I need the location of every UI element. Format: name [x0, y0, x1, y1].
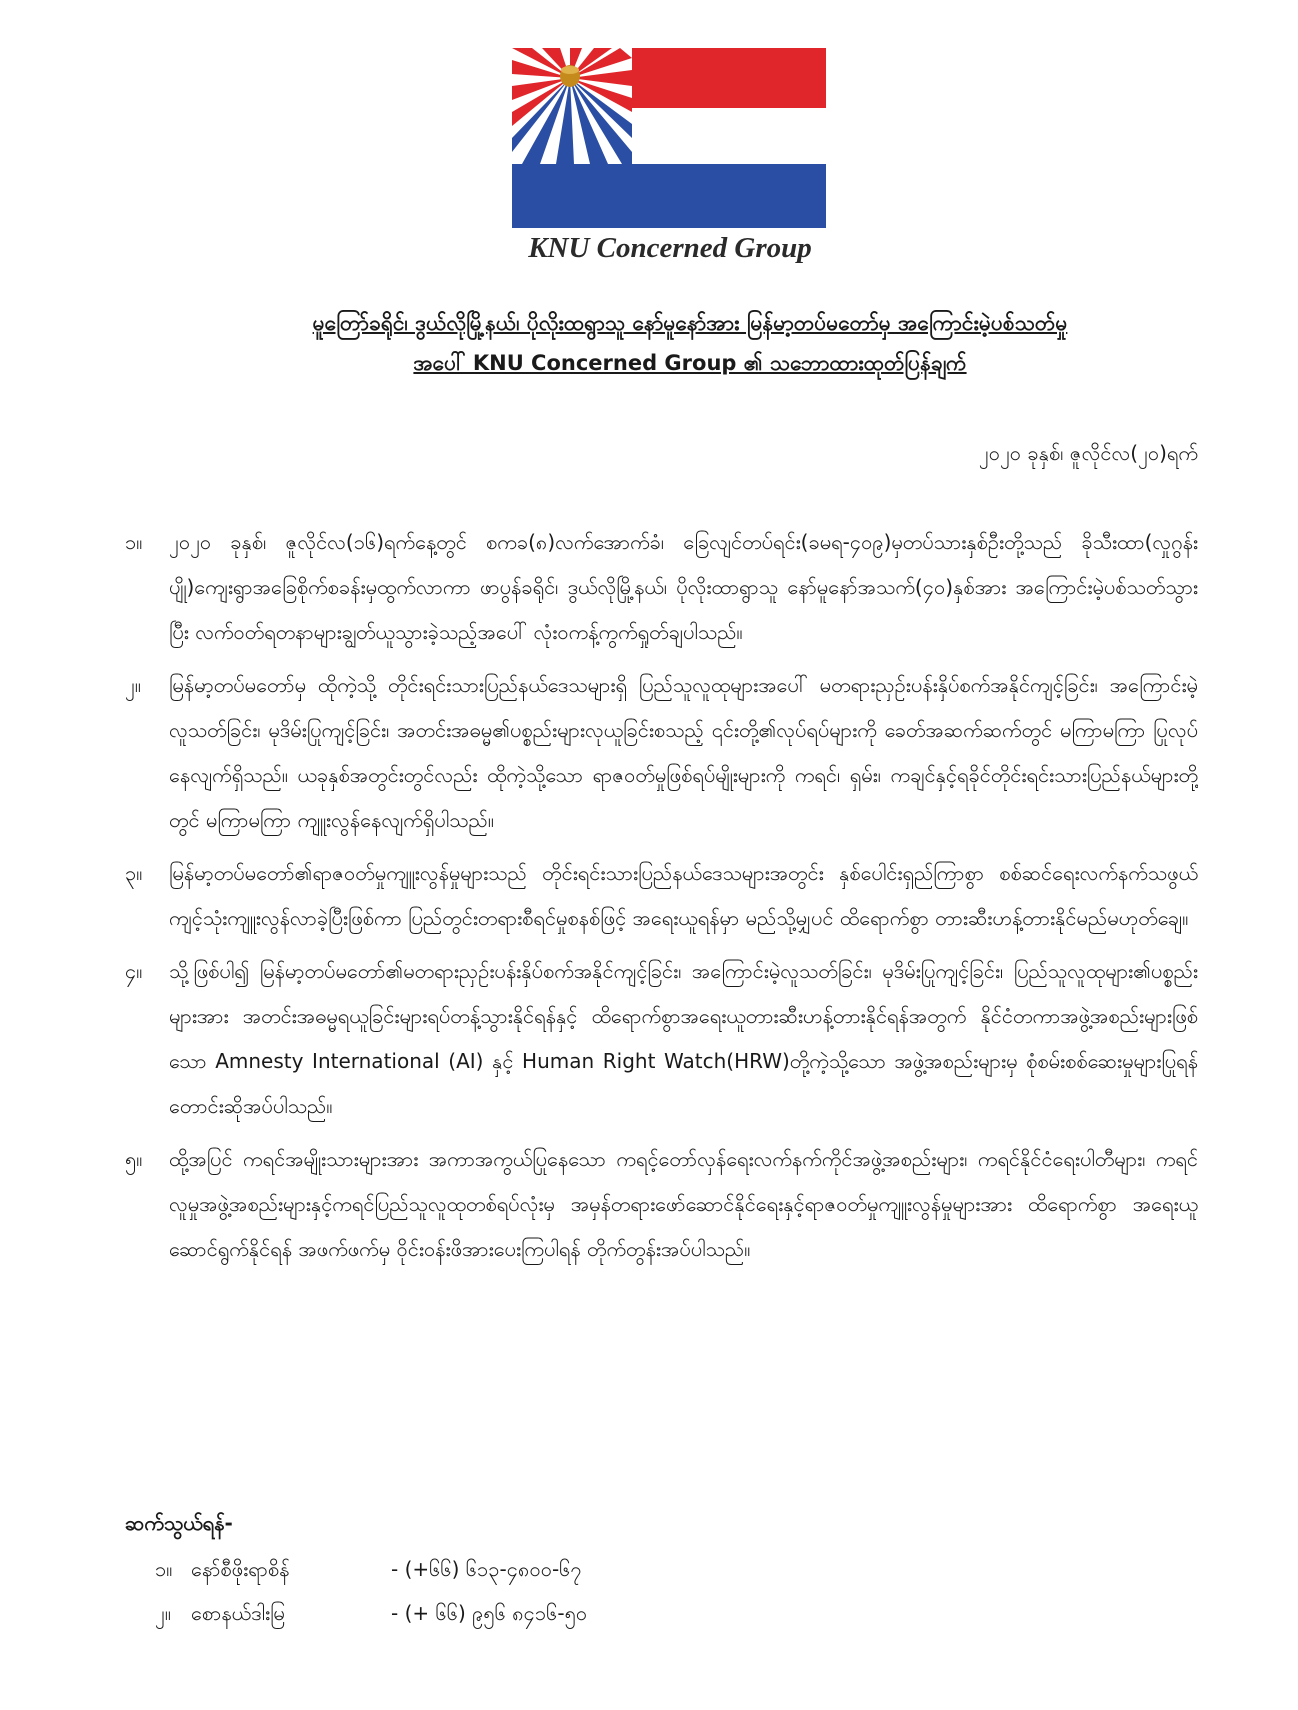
item-text: ၂၀၂၀ ခုနှစ်၊ ဇူလိုင်လ(၁၆)ရက်နေ့တွင် စကခ(၈)လက်အောက်ခံ၊ ခြေလျင်တပ်ရင်း(ခမရ-၄၀၉)မှတပ်သားနှစ်ဦးတို့သည် ခိုသီးထာ(လှုဂွန်းပျို)ကျေးရွာအခြေစိုက်စခန်းမှထွက်လာကာ ဖာပွန်ခရိုင်၊ ဒွယ်လိုမြို့နယ်၊ ပိုလိုးထာရွာသူ နော်မူနော်အသက်(၄၀)နှစ်အား အကြောင်းမဲ့ပစ်သတ်သွားပြီး လက်ဝတ်ရတနာများချွတ်ယူသွားခဲ့သည့်အပေါ် လုံးဝကန့်ကွက်ရှုတ်ချပါသည်။ [169, 530, 1198, 644]
list-item [125, 663, 1198, 843]
statement-items [125, 520, 1198, 1280]
statement-title-line2: အပေါ် KNU Concerned Group ၏ သဘောထားထုတ်ပြန်ချက် [413, 351, 967, 375]
contact-number: ၂။ [155, 1601, 171, 1625]
contact-name: နော်စီဖိုးရာစိန် [191, 1557, 290, 1581]
item-number: ၂။ [125, 673, 141, 697]
contact-phone: - (+ ၆၆) ၉၅၆ ၈၄၁၆-၅၀ [391, 1601, 588, 1625]
statement-date: ၂၀၂၀ ခုနှစ်၊ ဇူလိုင်လ(၂၀)ရက် [978, 441, 1198, 465]
contact-row [155, 1600, 587, 1630]
list-item [125, 949, 1198, 1129]
list-item [125, 851, 1198, 941]
statement-title-line1: မူတြော်ခရိုင်၊ ဒွယ်လိုမြို့နယ်၊ ပိုလိုးထရွာသူ နော်မူနော်အား မြန်မာ့တပ်မတော်မှ အကြောင်းမဲ့ပစ်သတ်မှု [312, 311, 1068, 335]
contact-phone: - (+၆၆) ၆၁၃-၄၈၀၀-၆၇ [391, 1557, 582, 1581]
item-text: မြန်မာ့တပ်မတော်မှ ထိုကဲ့သို့ တိုင်းရင်းသားပြည်နယ်ဒေသများရှိ ပြည်သူလူထုများအပေါ် မတရားညှဉ်းပန်းနှိပ်စက်အနိုင်ကျင့်ခြင်း၊ အကြောင်းမဲ့လူသတ်ခြင်း၊ မုဒိမ်းပြုကျင့်ခြင်း၊ အတင်းအဓမ္မ၏ပစ္စည်းများလုယူခြင်းစသည့် ၎င်းတို့၏လုပ်ရပ်များကို ခေတ်အဆက်ဆက်တွင် မကြာမကြာ ပြုလုပ်နေလျက်ရှိသည်။ ယခုနှစ်အတွင်းတွင်လည်း ထိုကဲ့သို့သော ရာဇဝတ်မှုဖြစ်ရပ်မျိုးများကို ကရင်၊ ရှမ်း၊ ကချင်နှင့်ရခိုင်တိုင်းရင်းသားပြည်နယ်များတို့တွင် မကြာမကြာ ကျူးလွန်နေလျက်ရှိပါသည်။ [169, 673, 1198, 832]
item-text: ထို့အပြင် ကရင်အမျိုးသားများအား အကာအကွယ်ပြုနေသော ကရင့်တော်လှန်ရေးလက်နက်ကိုင်အဖွဲ့အစည်းများ၊ ကရင်နိုင်ငံရေးပါတီများ၊ ကရင်လူမှုအဖွဲ့အစည်းများနှင့်ကရင်ပြည်သူလူထုတစ်ရပ်လုံးမှ အမှန်တရားဖော်ဆောင်နိုင်ရေးနှင့်ရာဇဝတ်မှုကျူးလွန်မှုများအား ထိရောက်စွာ အရေးယူဆောင်ရွက်နိုင်ရန် အဖက်ဖက်မှ ဝိုင်းဝန်းဖိအားပေးကြပါရန် တိုက်တွန်းအပ်ပါသည်။ [169, 1147, 1198, 1261]
knu-flag-logo [512, 48, 826, 228]
contact-row [155, 1556, 582, 1586]
contact-name: စောနယ်ဒါးမြ [191, 1601, 285, 1625]
item-number: ၃။ [125, 861, 143, 885]
item-number: ၁။ [125, 530, 143, 554]
item-number: ၄။ [125, 959, 143, 983]
item-text: သို့ဖြစ်ပါ၍ မြန်မာ့တပ်မတော်၏မတရားညှဉ်းပန်းနှိပ်စက်အနိုင်ကျင့်ခြင်း၊ အကြောင်းမဲ့လူသတ်ခြင်း၊ မုဒိမ်းပြုကျင့်ခြင်း၊ ပြည်သူလူထုများ၏ပစ္စည်းများအား အတင်းအဓမ္မရယူခြင်းများရပ်တန့်သွားနိုင်ရန်နှင့် ထိရောက်စွာအရေးယူတားဆီးဟန့်တားနိုင်ရန်အတွက် နိုင်ငံတကာအဖွဲ့အစည်းများဖြစ်သော Amnesty International (AI) နှင့် Human Right Watch(HRW)တို့ကဲ့သို့သော အဖွဲ့အစည်းများမှ စုံစမ်းစစ်ဆေးမှုများပြုရန် တောင်းဆိုအပ်ပါသည်။ [169, 959, 1198, 1118]
item-text: မြန်မာ့တပ်မတော်၏ရာဇဝတ်မှုကျူးလွန်မှုများသည် တိုင်းရင်းသားပြည်နယ်ဒေသများအတွင်း နှစ်ပေါင်းရှည်ကြာစွာ စစ်ဆင်ရေးလက်နက်သဖွယ် ကျင့်သုံးကျူးလွန်လာခဲ့ပြီးဖြစ်ကာ ပြည်တွင်းတရားစီရင်မှုစနစ်ဖြင့် အရေးယူရန်မှာ မည်သို့မျှပင် ထိရောက်စွာ တားဆီးဟန့်တားနိုင်မည်မဟုတ်ချေ။ [169, 861, 1198, 930]
list-item [125, 1137, 1198, 1272]
contact-heading: ဆက်သွယ်ရန်- [125, 1511, 233, 1535]
organization-name: KNU Concerned Group [528, 232, 812, 264]
list-item [125, 520, 1198, 655]
contact-number: ၁။ [155, 1557, 173, 1581]
item-number: ၅။ [125, 1147, 143, 1171]
